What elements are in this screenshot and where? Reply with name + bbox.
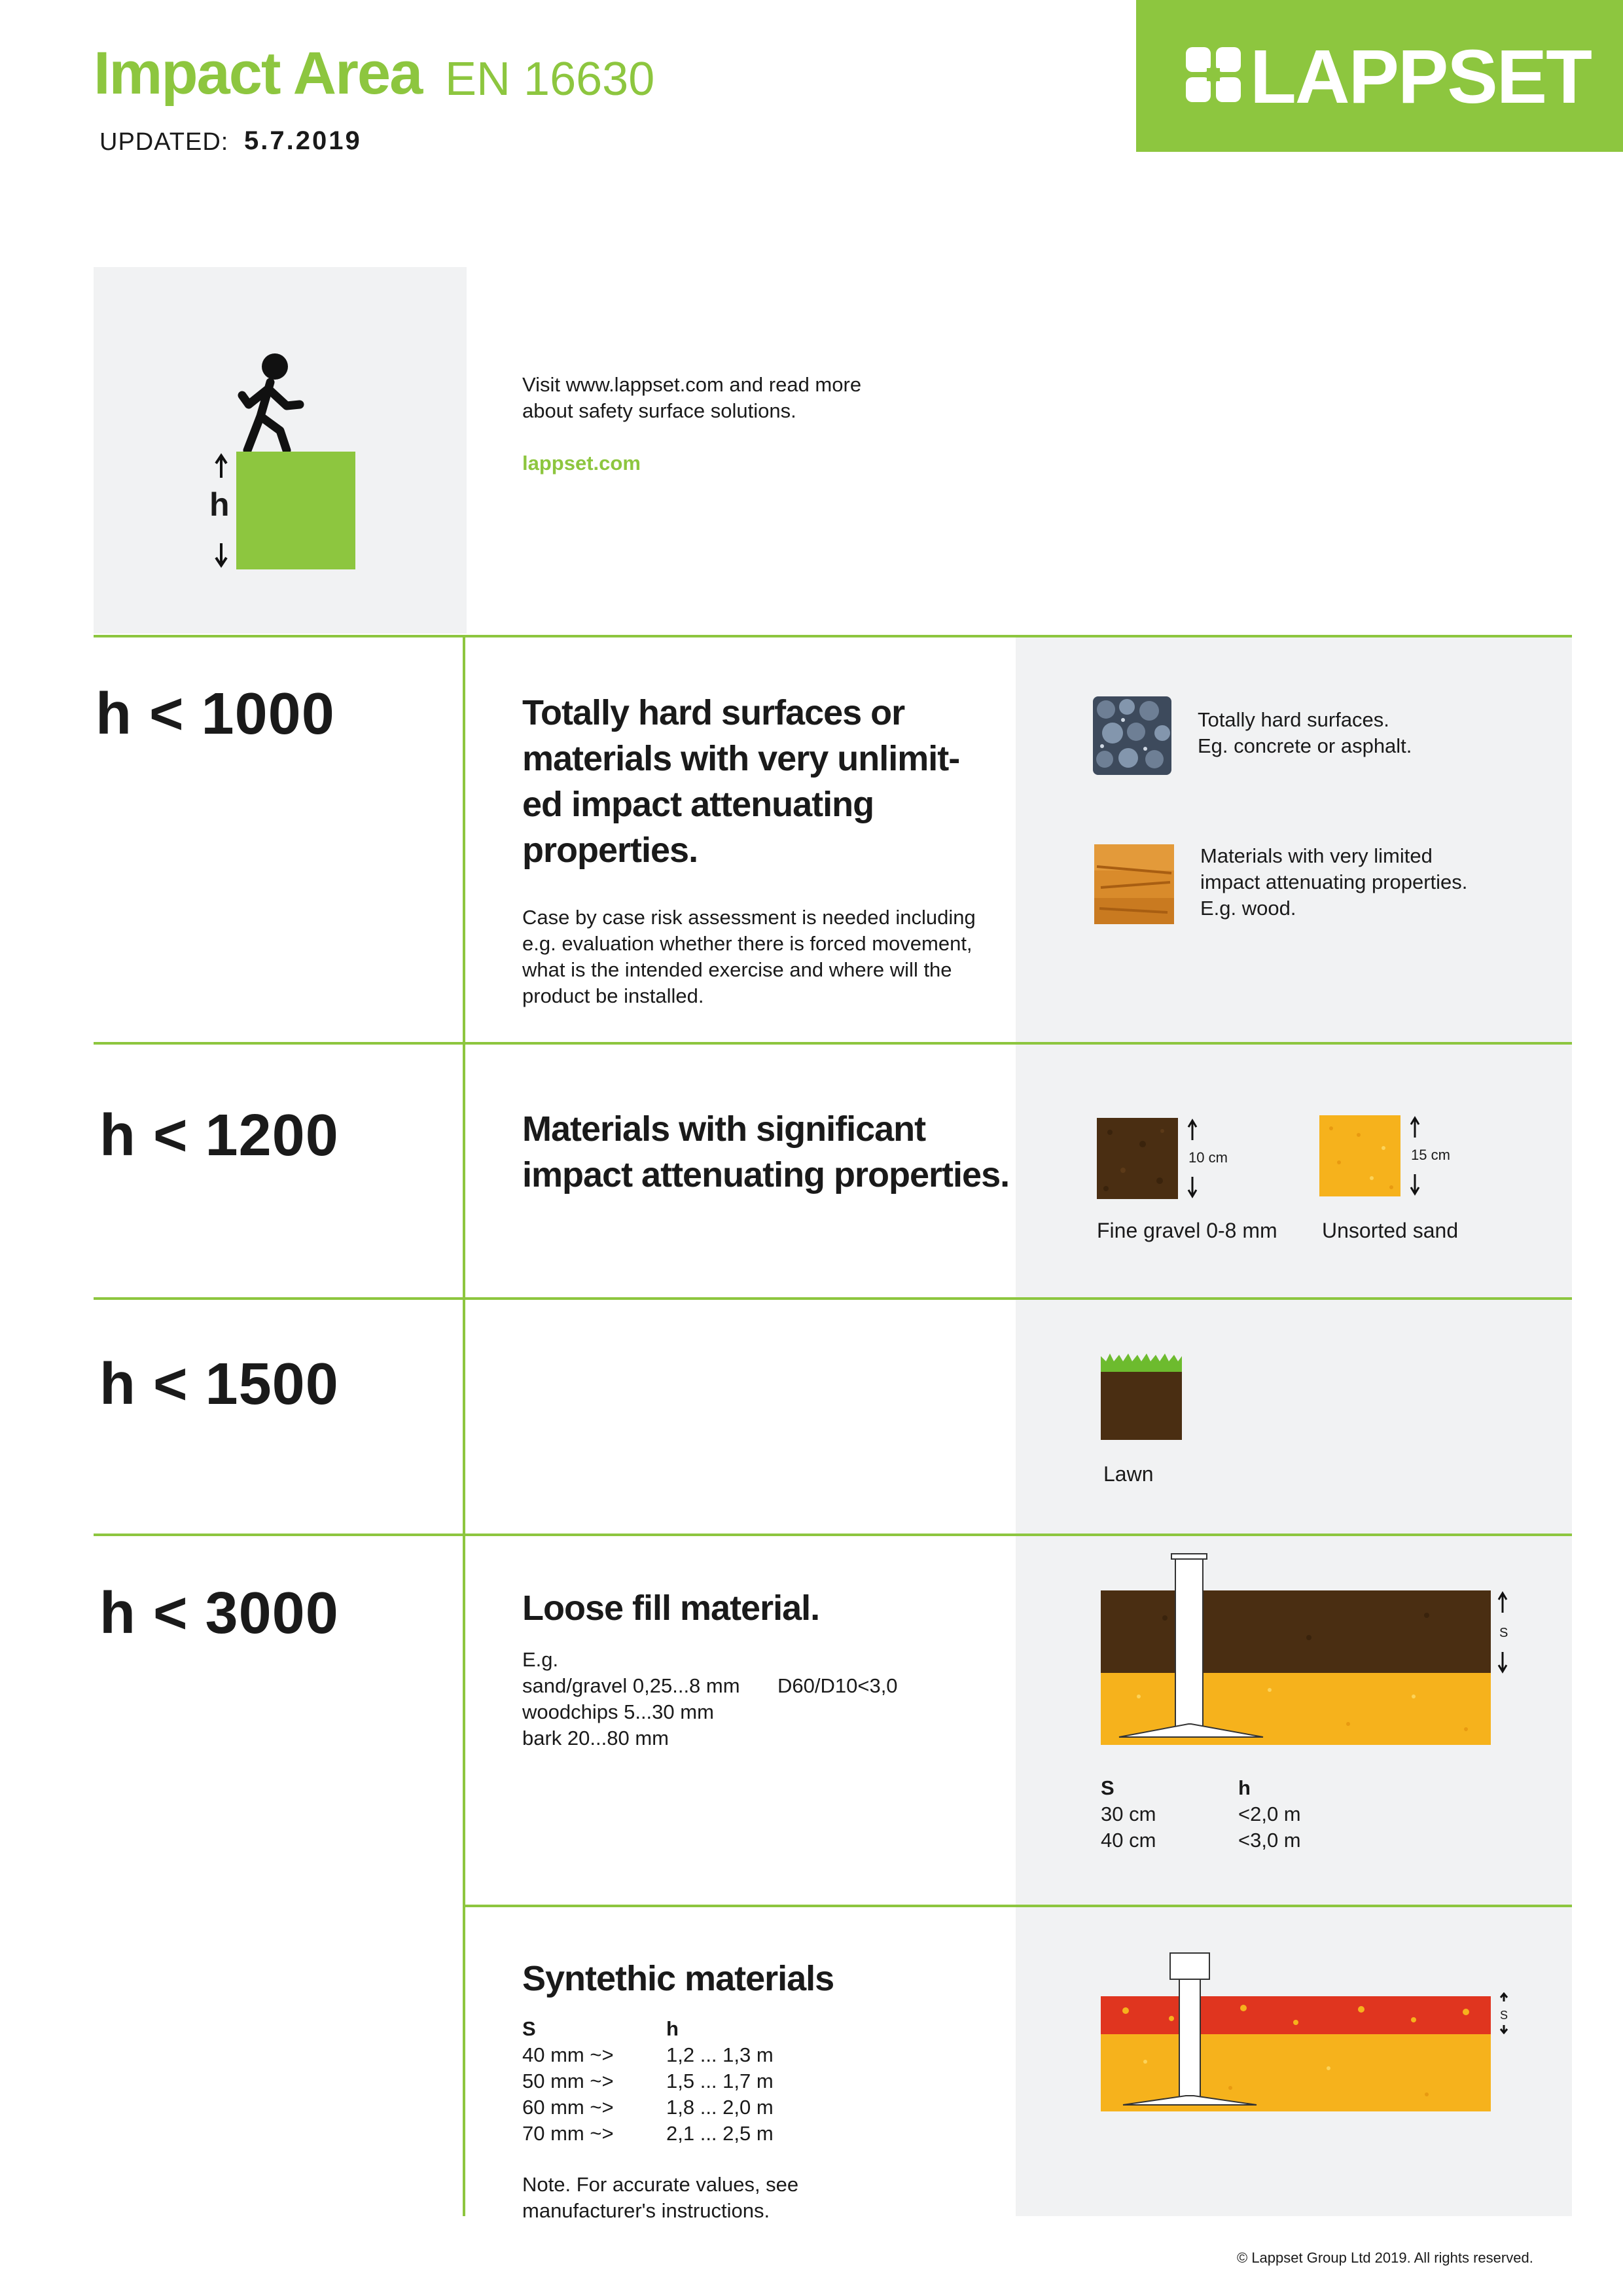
loose-fill-ratio: D60/D10<3,0 — [777, 1674, 898, 1697]
row-heading: Loose fill material. — [522, 1588, 820, 1628]
synthetic-table — [522, 2016, 774, 2147]
lawn-label: Lawn — [1103, 1462, 1154, 1486]
height-limit: h < 1200 — [99, 1103, 339, 1168]
lappset-logo-icon — [1186, 47, 1241, 105]
wood-description: Materials with very limited impact attenuating properties. E.g. wood. — [1200, 844, 1468, 920]
loose-fill-table — [1101, 1775, 1301, 1854]
row-heading: Materials with significant impact attenuating properties. — [522, 1109, 1010, 1194]
synthetic-diagram — [1099, 1950, 1505, 2117]
depth-s-mark: S — [1500, 2009, 1508, 2022]
synthetic-note: Note. For accurate values, see manufacturer's instructions. — [522, 2173, 799, 2222]
col-s-header: S — [1101, 1776, 1115, 1799]
depth-s-mark: S — [1499, 1626, 1508, 1640]
row-heading: Totally hard surfaces or materials with very unlimit- ed impact attenuating properties. — [522, 693, 960, 870]
fine-gravel-swatch — [1097, 1118, 1178, 1202]
col-s-header: S — [522, 2017, 536, 2040]
table-row: 60 mm ~> 1,8 ... 2,0 m — [522, 2096, 774, 2119]
loose-fill-eg: E.g. — [522, 1648, 559, 1671]
row-body-text: Case by case risk assessment is needed including e.g. evaluation whether there is forced movement, what is the intended exercise and where will the product be installed. — [522, 906, 976, 1007]
hero-visit-line2: about safety surface solutions. — [522, 399, 796, 422]
loose-fill-line3: bark 20...80 mm — [522, 1727, 669, 1749]
height-label: h — [209, 486, 230, 523]
table-row: 70 mm ~> 2,1 ... 2,5 m — [522, 2122, 774, 2145]
updated-date: 5.7.2019 — [244, 126, 362, 155]
hard-surface-description: Totally hard surfaces. Eg. concrete or asphalt. — [1198, 708, 1412, 757]
loose-fill-line2: woodchips 5...30 mm — [522, 1700, 714, 1723]
standard-code: EN 16630 — [445, 53, 655, 105]
height-limit: h < 1500 — [99, 1352, 339, 1417]
height-block — [236, 452, 355, 569]
height-limit: h < 3000 — [99, 1581, 339, 1646]
table-row: 40 cm <3,0 m — [1101, 1829, 1301, 1852]
sand-depth: 15 cm — [1411, 1147, 1450, 1163]
height-limit: h < 1000 — [96, 681, 335, 747]
wood-swatch — [1094, 844, 1174, 927]
hero-visit-line1: Visit www.lappset.com and read more — [522, 373, 862, 396]
loose-fill-diagram — [1099, 1552, 1505, 1752]
row-heading: Syntethic materials — [522, 1959, 834, 1998]
lawn-swatch — [1101, 1352, 1182, 1443]
column-divider — [463, 635, 465, 2216]
updated-label: UPDATED: — [99, 128, 229, 156]
hard-surface-swatch — [1093, 696, 1171, 778]
lappset-link[interactable]: lappset.com — [522, 452, 641, 475]
loose-fill-line1: sand/gravel 0,25...8 mm — [522, 1674, 740, 1697]
col-h-header: h — [1238, 1776, 1251, 1799]
table-row: 40 mm ~> 1,2 ... 1,3 m — [522, 2043, 774, 2066]
col-h-header: h — [666, 2017, 679, 2040]
table-row: 30 cm <2,0 m — [1101, 1803, 1301, 1825]
runner-icon — [234, 352, 306, 457]
copyright: © Lappset Group Ltd 2019. All rights reserved. — [1237, 2250, 1533, 2266]
materials-column — [1016, 1300, 1572, 1534]
fine-gravel-label: Fine gravel 0-8 mm — [1097, 1219, 1277, 1242]
unsorted-sand-label: Unsorted sand — [1322, 1219, 1459, 1242]
gravel-depth: 10 cm — [1188, 1149, 1228, 1166]
page-title: Impact Area — [94, 40, 422, 107]
logo-wordmark: LAPPSET — [1250, 34, 1591, 119]
table-row: 50 mm ~> 1,5 ... 1,7 m — [522, 2070, 774, 2092]
unsorted-sand-swatch — [1319, 1115, 1400, 1200]
